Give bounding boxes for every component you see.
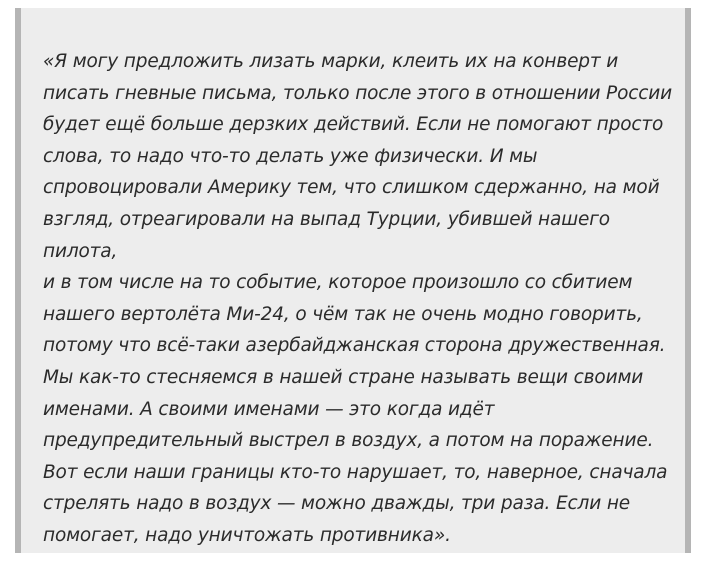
- blockquote: [15, 8, 691, 553]
- quote-text: «Я могу предложить лизать марки, клеить их на конверт и писать гневные письма, только после этого в отношении России будет ещё больше дерзких действий. Если не помогают просто слова, то надо что-то делать уже физически. И мы спровоцировали Америку тем, что слишком сдержанно, на мой взгляд, отреагировали на выпад Турции, убившей нашего пилота, и в том числе на то событие, которое произошло со сбитием нашего вертолёта Ми-24, о чём так не очень модно говорить, потому что всё-таки азербайджанская сторона дружественная. Мы как-то стесняемся в нашей стране называть вещи своими именами. А своими именами — это когда идёт предупредительный выстрел в воздух, а потом на поражение. Вот если наши границы кто-то нарушает, то, наверное, сначала стрелять надо в воздух — можно дважды, три раза. Если не помогает, надо уничтожать противника».: [43, 51, 673, 546]
